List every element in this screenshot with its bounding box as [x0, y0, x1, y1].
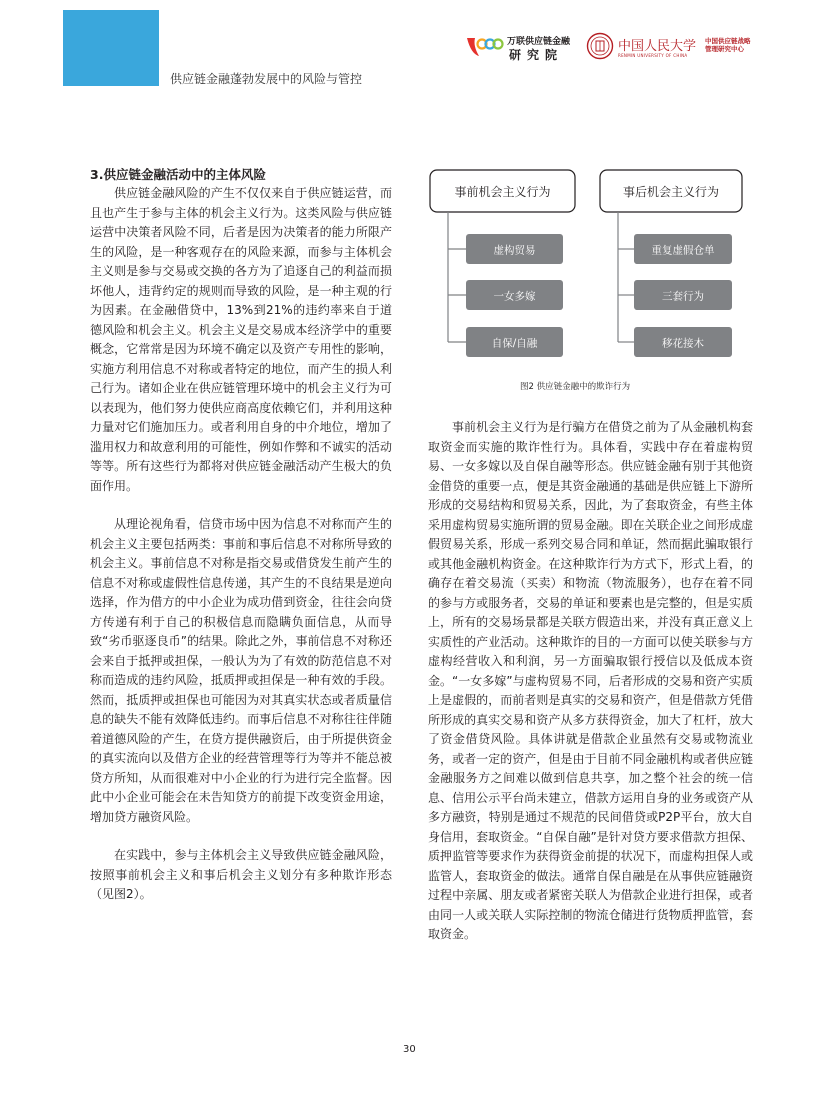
- wanlian-logo: [465, 32, 585, 62]
- wanlian-logo-line1: 万联供应链金融: [507, 37, 571, 47]
- left-branch: [430, 170, 575, 357]
- header-color-block: [63, 10, 159, 86]
- wanlian-mark-icon: [465, 32, 505, 62]
- running-header-title: 供应链金融蓬勃发展中的风险与管控: [170, 72, 363, 86]
- figure-caption: 图2 供应链金融中的欺诈行为: [520, 382, 631, 392]
- right-branch: [600, 170, 742, 357]
- research-center-line2: 管理研究中心: [705, 45, 744, 53]
- right-column: [428, 418, 753, 945]
- diagram-svg: [428, 168, 754, 368]
- section-heading: 3.供应链金融活动中的主体风险: [90, 167, 266, 182]
- fraud-behavior-diagram: [428, 168, 754, 368]
- university-seal-icon: [586, 32, 614, 60]
- diagram-item-label: 自保/自融: [491, 337, 538, 350]
- paragraph: 事前机会主义行为是行骗方在借贷之前为了从金融机构套取资金而实施的欺诈性行为。具体看，实践中存在着虚构贸易、一女多嫁以及自保自融等形态。供应链金融有别于其他资金借贷的重要一点，便是其资金融通的基础是供应链上下游所形成的交易结构和贸易关系，因此，为了套取资金，有些主体采用虚构贸易实施所谓的贸易金融。即在关联企业之间形成虚假贸易关系，形成一系列交易合同和单证，然而据此骗取银行或其他金融机构资金。在这种欺诈行为方式下，形式上看，的确存在着交易流（买卖）和物流（物流服务），也存在着不同的参与方或服务者，交易的单证和要素也是完整的，但是实质上，所有的交易场景都是关联方假造出来，并没有真正意义上实质性的产业活动。这种欺诈的目的一方面可以使关联参与方虚构经营收入和利润，另一方面骗取银行授信以及低成本资金。“一女多嫁”与虚构贸易不同，后者形成的交易和资产实质上是虚假的，而前者则是真实的交易和资产，但是借款方凭借所形成的真实交易和资产从多方获得资金，加大了杠杆，放大了资金借贷风险。具体讲就是借款企业虽然有交易或物流业务，或者一定的资产，但是由于目前不同金融机构或者供应链金融服务方之间难以做到信息共享，加之整个社会的统一信息、信用公示平台尚未建立，借款方运用自身的业务或资产从多方融资，特别是通过不规范的民间借贷或P2P平台，放大自身信用，套取资金。“自保自融”是针对贷方要求借款方担保、质押监管等要求作为获得资金前提的状况下，而虚构担保人或监管人，套取资金的做法。通常自保自融是在从事供应链融资过程中亲属、朋友或者紧密关联人为借款企业进行担保，或者由同一人或关联人实际控制的物流仓储进行货物质押监管，套取资金。: [428, 420, 753, 941]
- diagram-item-label: 移花接木: [662, 337, 704, 350]
- diagram-item-label: 重复虚假仓单: [651, 244, 715, 257]
- research-center-line1: 中国供应链战略: [705, 37, 751, 45]
- diagram-header-label: 事后机会主义行为: [622, 185, 720, 199]
- paragraph: 供应链金融风险的产生不仅仅来自于供应链运营，而且也产生于参与主体的机会主义行为。这类风险与供应链运营中决策者风险不同，后者是因为决策者的能力所限产生的风险，是一种客观存在的风险来源，而参与主体机会主义则是参与交易或交换的各方为了追逐自己的利益而损坏他人，违背约定的规则而导致的风险，是一种主观的行为因素。在金融借贷中，13%到21%的违约率来自于道德风险和机会主义。机会主义是交易成本经济学中的重要概念，它常常是因为环境不确定以及资产专用性的影响，实施方利用信息不对称或者特定的地位，而产生的损人利己行为。诸如企业在供应链管理环境中的机会主义行为可以表现为，他们努力使供应商高度依赖它们，并利用这种力量对它们施加压力。或者利用自身的中介地位，增加了滥用权力和故意利用的可能性，例如作弊和不诚实的活动等等。所有这些行为都将对供应链金融活动产生极大的负面作用。: [90, 186, 392, 493]
- paragraph: 从理论视角看，信贷市场中因为信息不对称而产生的机会主义主要包括两类：事前和事后信息不对称所导致的机会主义。事前信息不对称是指交易或借贷发生前产生的信息不对称或虚假性信息传递，其产生的不良结果是逆向选择，作为借方的中小企业为成功借到资金，往往会向贷方传递有利于自己的积极信息而隐瞒负面信息，从而导致“劣币驱逐良币”的结果。除此之外，事前信息不对称还会来自于抵押或担保，一般认为为了有效的防范信息不对称而造成的违约风险，抵质押或担保是一种有效的手段。然而，抵质押或担保也可能因为对其真实状态或者质量信息的缺失不能有效降低违约。而事后信息不对称往往伴随着道德风险的产生，在贷方提供融资后，由于所提供资金的真实流向以及借方企业的经营管理等行为等并不能总被贷方所知，从而很难对中小企业的行为进行完全监督。因此中小企业可能会在未告知贷方的前提下改变资金用途，增加贷方融资风险。: [90, 517, 392, 824]
- diagram-item-label: 三套行为: [662, 290, 704, 303]
- diagram-header-label: 事前机会主义行为: [454, 185, 551, 199]
- paragraph: 在实践中，参与主体机会主义导致供应链金融风险，按照事前机会主义和事后机会主义划分有多种欺诈形态（见图2）。: [90, 848, 392, 901]
- research-center-logo: [705, 37, 765, 53]
- renmin-university-logo: [586, 32, 696, 62]
- university-english-name: RENMIN UNIVERSITY OF CHINA: [618, 53, 688, 58]
- left-column: [90, 166, 392, 905]
- wanlian-logo-line2: 研究院: [509, 48, 564, 62]
- diagram-item-label: 一女多嫁: [493, 290, 536, 303]
- university-name: 中国人民大学: [618, 39, 697, 54]
- page-number: 30: [403, 1044, 416, 1055]
- diagram-item-label: 虚构贸易: [493, 244, 536, 257]
